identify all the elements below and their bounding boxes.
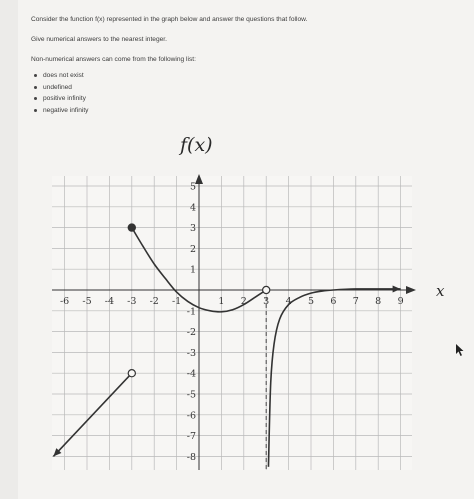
y-tick-label: -5	[186, 389, 196, 401]
plot-area	[52, 176, 412, 470]
y-tick-label: -8	[186, 451, 196, 463]
x-tick-label: -3	[127, 296, 137, 307]
y-tick-label: 4	[189, 202, 196, 214]
x-tick-label: 5	[307, 296, 315, 307]
options-intro: Non-numerical answers can come from the following list:	[31, 56, 196, 63]
question-prompt: Consider the function f(x) represented in the graph below and answer the questions that follow.	[31, 16, 308, 23]
open-endpoint	[128, 370, 135, 377]
list-item: undefined	[33, 83, 307, 95]
open-endpoint	[263, 286, 270, 293]
x-tick-label: -6	[59, 296, 70, 307]
y-tick-label: -7	[186, 431, 196, 443]
x-tick-label: 1	[218, 296, 225, 307]
x-tick-label: -4	[104, 296, 115, 307]
y-tick-label: 1	[189, 264, 196, 276]
y-tick-label: -4	[186, 368, 196, 380]
x-tick-label: 8	[375, 296, 382, 307]
list-item: negative infinity	[33, 106, 307, 118]
x-tick-label: 4	[285, 296, 292, 307]
x-tick-label: 6	[330, 296, 337, 307]
y-tick-label: -3	[186, 347, 196, 359]
x-tick-label: 9	[397, 296, 404, 307]
x-tick-label: -2	[149, 296, 159, 307]
x-tick-label: 2	[240, 296, 247, 307]
x-tick-label: -1	[171, 296, 182, 307]
list-item: positive infinity	[33, 94, 307, 106]
y-tick-label: 2	[189, 243, 196, 255]
closed-endpoint	[128, 224, 135, 231]
x-tick-label: -5	[82, 296, 92, 307]
x-axis-variable: x	[436, 282, 445, 300]
list-item: does not exist	[33, 71, 307, 83]
y-tick-label: -2	[186, 327, 196, 339]
graph-title: f(x)	[180, 134, 213, 156]
y-tick-label: 5	[189, 181, 196, 193]
y-tick-label: 3	[189, 223, 196, 235]
x-tick-label: 7	[352, 296, 359, 307]
y-tick-label: -1	[186, 306, 196, 318]
mouse-cursor-icon	[455, 343, 465, 357]
question-instruction: Give numerical answers to the nearest integer.	[31, 36, 167, 43]
y-tick-label: -6	[186, 410, 196, 422]
x-tick-label: 3	[263, 296, 270, 307]
